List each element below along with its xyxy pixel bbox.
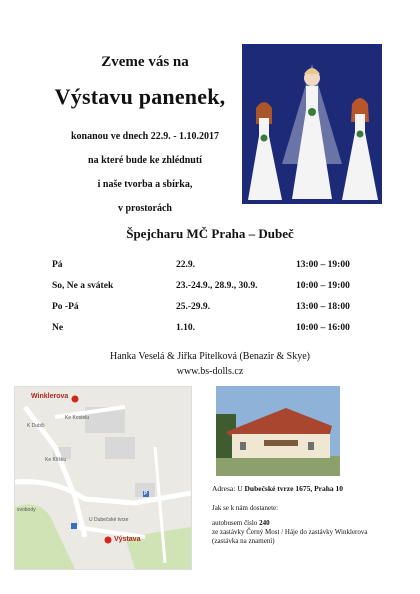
venue-name: Špejcharu MČ Praha – Dubeč [126, 226, 294, 241]
map-label-k-dubci: K Dubči [27, 423, 45, 429]
map-label-parking: P [144, 491, 148, 497]
map-label-ke-klisku: Ke Klíšku [45, 457, 67, 463]
address [212, 484, 392, 493]
marker-winklerova [72, 396, 79, 403]
date-cell: 22.9. [176, 259, 195, 270]
day-cell: Pá [52, 259, 63, 270]
premises-line: v prostorách [118, 203, 172, 214]
map-label-svobody: svobody [17, 507, 36, 513]
map-label-exhibition: Výstava [114, 536, 141, 543]
map-label-u-dubecske-tvrze: U Dubečské tvrze [89, 517, 129, 523]
time-cell: 10:00 – 19:00 [296, 280, 350, 291]
transport-intro: Jak se k nám dostanete: [212, 504, 279, 512]
collection-line: i naše tvorba a sbírka, [97, 179, 193, 190]
marker-exhibition [105, 537, 112, 544]
table-row [52, 317, 372, 338]
transport-bus [212, 519, 392, 546]
program-line: na které bude ke zhlédnutí [88, 155, 202, 166]
dolls-photo [242, 44, 382, 204]
venue-photo [216, 386, 340, 476]
bus-prefix: autobusem číslo [212, 519, 260, 527]
invite-line: Zveme vás na [101, 54, 189, 70]
date-cell: 25.-29.9. [176, 301, 211, 312]
date-cell: 1.10. [176, 322, 195, 333]
opening-hours-table [52, 254, 372, 338]
map-label-ke-kostelu: Ke Kostelu [65, 415, 90, 421]
day-cell: Ne [52, 322, 64, 333]
map-drawing [15, 387, 191, 569]
bus-route: ze zastávky Černý Most / Háje do zastávky Winklerova (zastávka na znamení) [212, 528, 368, 545]
exhibition-title: Výstavu panenek, [54, 84, 226, 109]
website-link[interactable]: www.bs-dolls.cz [176, 366, 244, 377]
table-row [52, 296, 372, 317]
house-illustration [216, 386, 340, 476]
day-cell: So, Ne a svátek [52, 280, 114, 291]
address-prefix: Adresa: U [212, 484, 245, 493]
day-cell: Po -Pá [52, 301, 79, 312]
time-cell: 13:00 – 19:00 [296, 259, 350, 270]
map-label-winklerova: Winklerova [31, 393, 69, 400]
location-map[interactable] [14, 386, 192, 570]
table-row [52, 275, 372, 296]
date-cell: 23.-24.9., 28.9., 30.9. [176, 280, 258, 291]
table-row [52, 254, 372, 275]
bus-number: 240 [259, 519, 270, 527]
time-cell: 10:00 – 16:00 [296, 322, 350, 333]
dates-line: konanou ve dnech 22.9. - 1.10.2017 [70, 131, 220, 142]
dolls-illustration [242, 44, 382, 204]
address-street: Dubečské tvrze 1675, Praha 10 [244, 484, 344, 493]
time-cell: 13:00 – 18:00 [296, 301, 350, 312]
authors: Hanka Veselá & Jiřka Pitelková (Benazir & Skye) [109, 351, 311, 362]
